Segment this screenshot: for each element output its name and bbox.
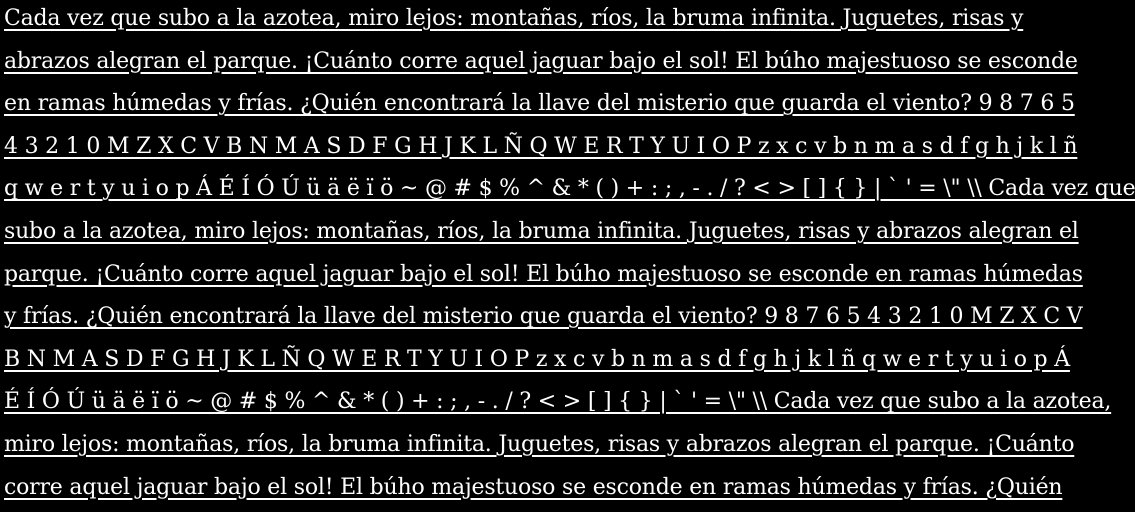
text-line-4: 4 3 2 1 0 M Z X C V B N M A S D F G H J K L Ñ Q W E R T Y U I O P z x c v b n m a s d f g h j k l ñ bbox=[4, 133, 1078, 159]
text-line-7: parque. ¡Cuánto corre aquel jaguar bajo el sol! El búho majestuoso se esconde en ramas húmedas bbox=[4, 261, 1083, 287]
text-line-6: subo a la azotea, miro lejos: montañas, ríos, la bruma infinita. Juguetes, risas y abrazos alegran el bbox=[4, 218, 1079, 244]
text-line-9: B N M A S D F G H J K L Ñ Q W E R T Y U I O P z x c v b n m a s d f g h j k l ñ q w e r t y u i o p Á bbox=[4, 346, 1070, 372]
text-line-8: y frías. ¿Quién encontrará la llave del misterio que guarda el viento? 9 8 7 6 5 4 3 2 1 0 M Z X C V bbox=[4, 304, 1083, 330]
text-block bbox=[4, 0, 1135, 511]
text-line-10: É Í Ó Ú ü ä ë ï ö ~ @ # $ % ^ & * ( ) + : ; , - . / ? < > [ ] { } | ` ' = \" \\ Cada vez que subo a la azotea, bbox=[4, 389, 1112, 415]
text-line-5: q w e r t y u i o p Á É Í Ó Ú ü ä ë ï ö ~ @ # $ % ^ & * ( ) + : ; , - . / ? < > [ ] { } | ` ' = \" \\ Cada vez que bbox=[4, 176, 1135, 202]
text-line-12: corre aquel jaguar bajo el sol! El búho majestuoso se esconde en ramas húmedas y frías. ¿Quién bbox=[4, 474, 1063, 500]
text-line-3: en ramas húmedas y frías. ¿Quién encontrará la llave del misterio que guarda el viento? 9 8 7 6 5 bbox=[4, 91, 1075, 117]
text-line-11: miro lejos: montañas, ríos, la bruma infinita. Juguetes, risas y abrazos alegran el parque. ¡Cuánto bbox=[4, 431, 1075, 457]
text-line-2: abrazos alegran el parque. ¡Cuánto corre aquel jaguar bajo el sol! El búho majestuoso se esconde bbox=[4, 48, 1078, 74]
text-line-1: Cada vez que subo a la azotea, miro lejos: montañas, ríos, la bruma infinita. Juguetes, risas y bbox=[4, 6, 1024, 31]
